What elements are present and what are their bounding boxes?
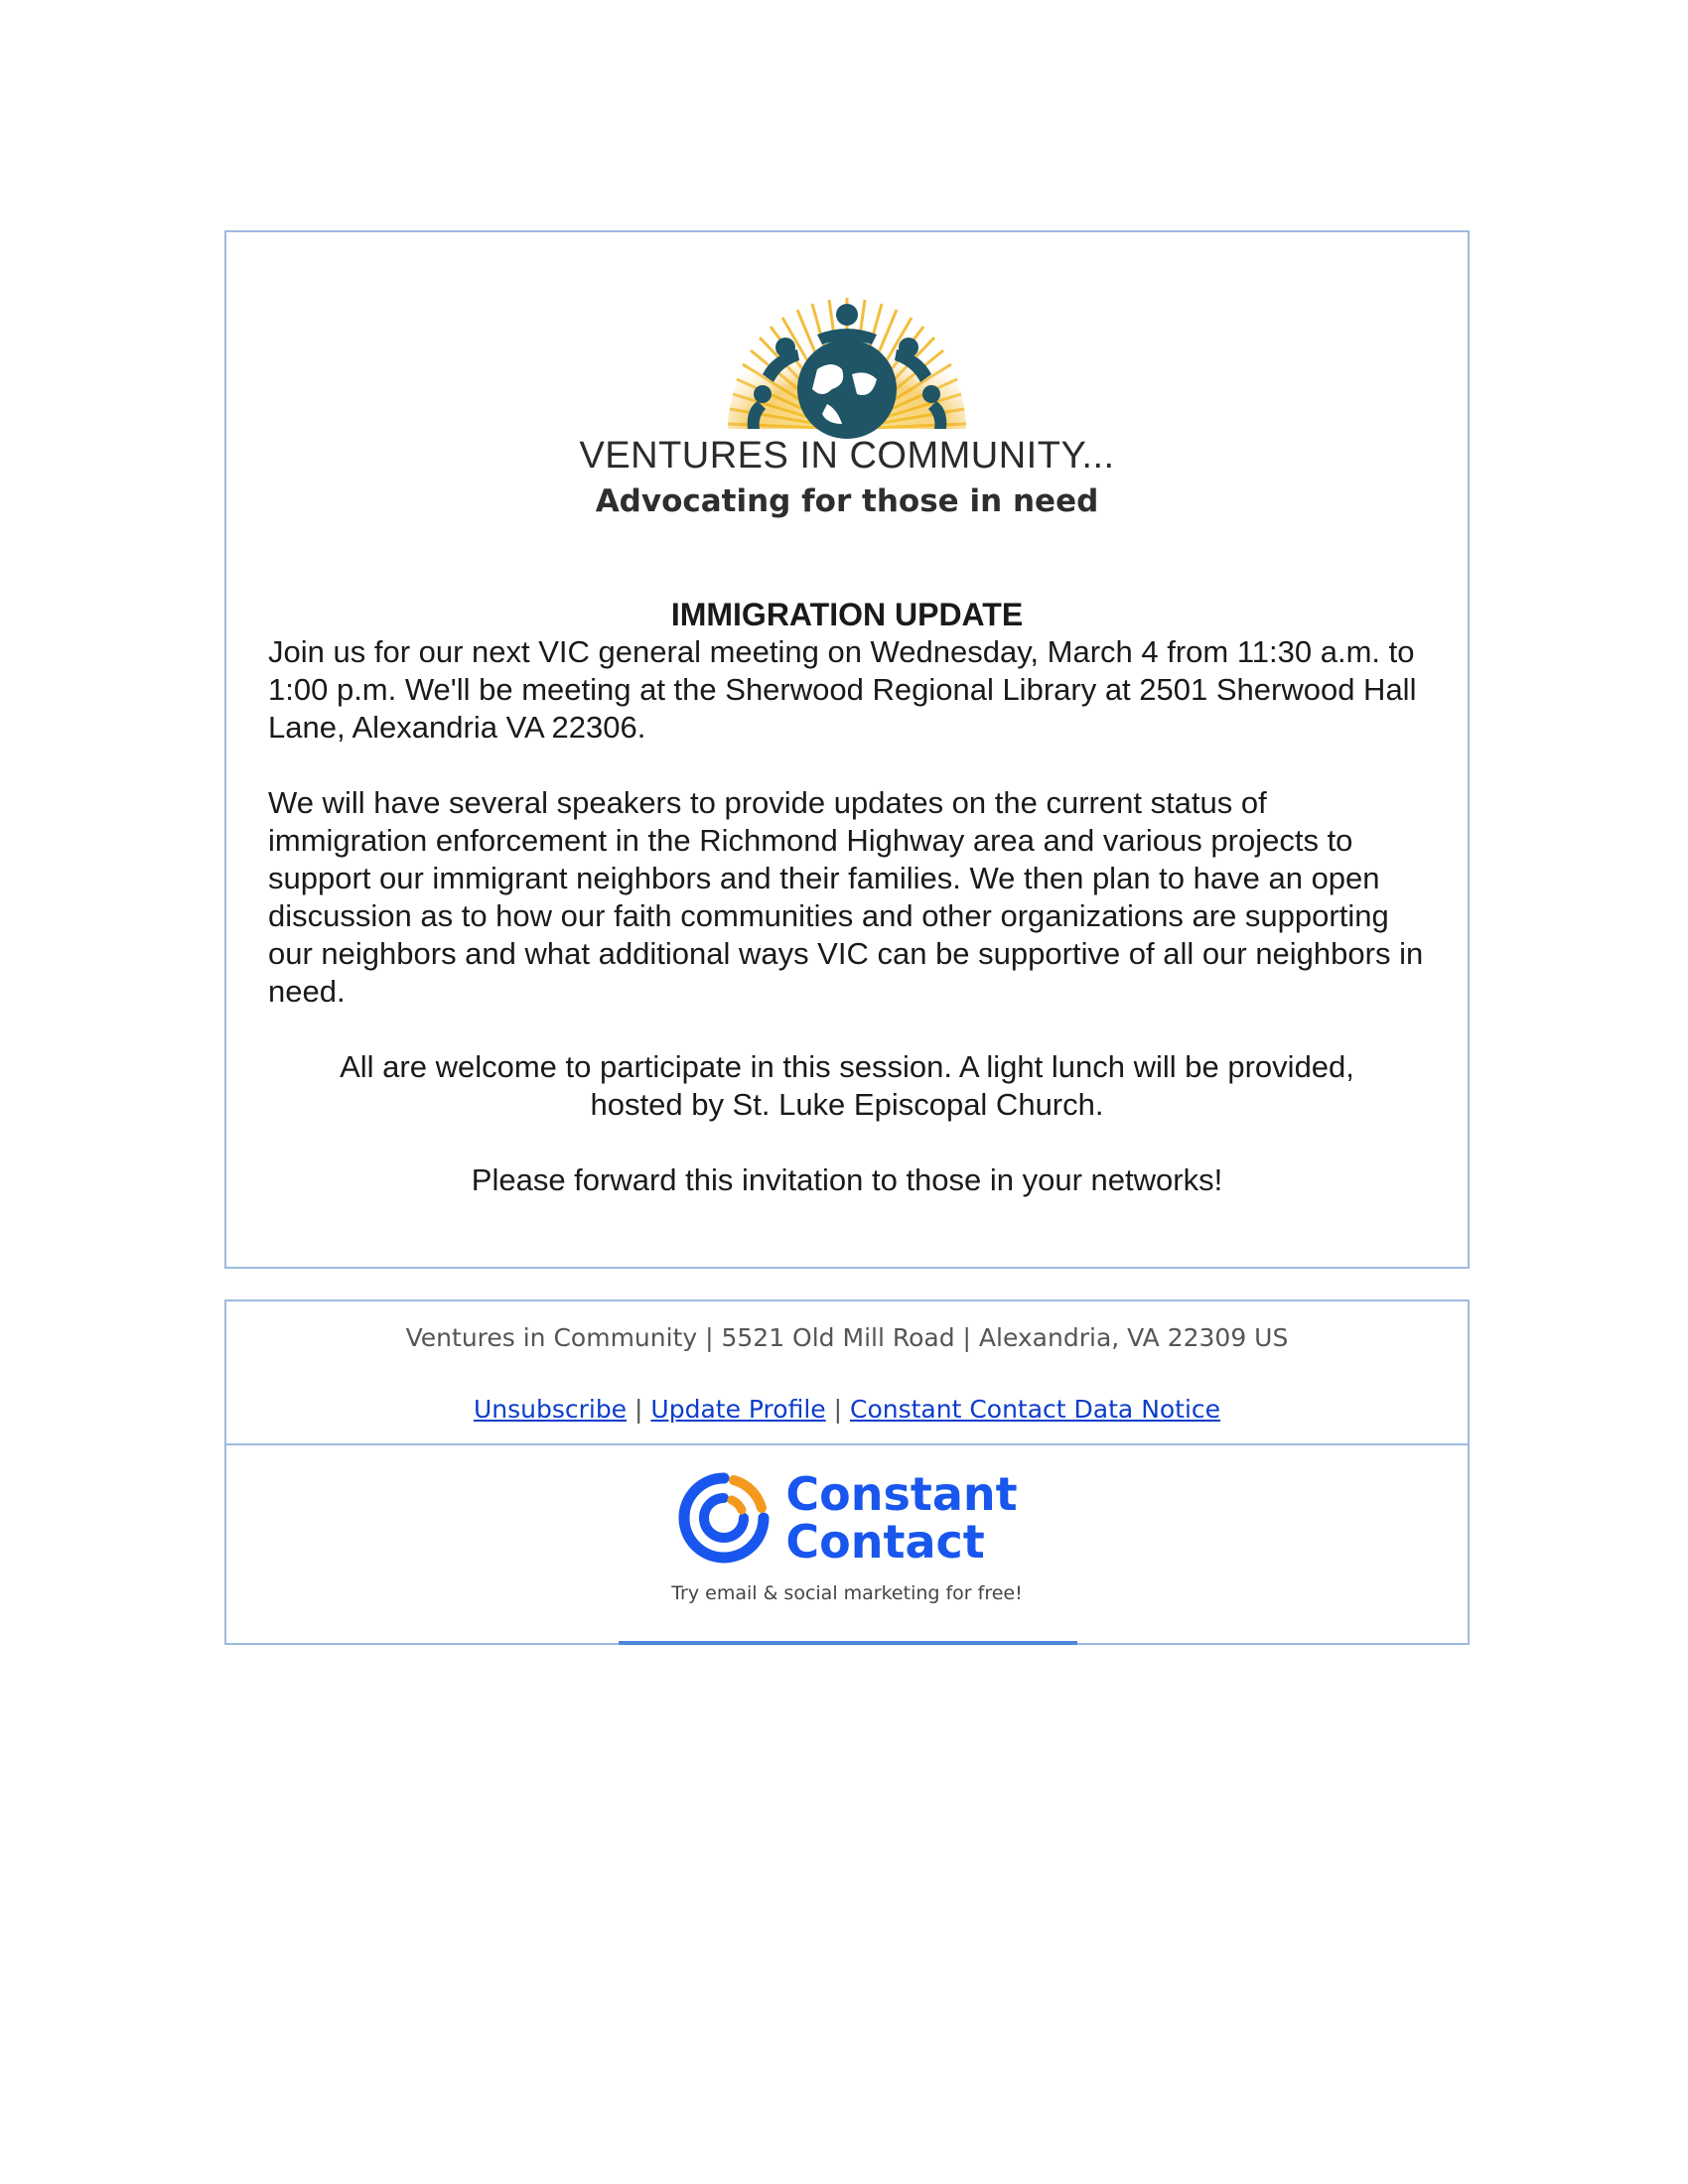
- email-footer-card: [224, 1299, 1470, 1645]
- speakers-paragraph: We will have several speakers to provide updates on the current status of immigration enforcement in the Richmond Highway area and various projects to support our immigrant neighbors and their families. We then plan to have an open discussion as to how our faith communities and other organizations are supporting our neighbors and what additional ways VIC can be supportive of all our neighbors in need.: [268, 785, 1424, 1009]
- footer-divider: [226, 1443, 1468, 1445]
- update-profile-link[interactable]: Update Profile: [650, 1395, 826, 1424]
- welcome-line-2: hosted by St. Luke Episcopal Church.: [590, 1087, 1104, 1122]
- welcome-line-1: All are welcome to participate in this session. A light lunch will be provided,: [340, 1049, 1354, 1084]
- unsubscribe-link[interactable]: Unsubscribe: [473, 1395, 628, 1424]
- cc-wordmark-line2: Contact: [785, 1515, 985, 1569]
- welcome-paragraph: [268, 1048, 1426, 1124]
- cc-underline-bar: [619, 1641, 1077, 1645]
- section-heading: IMMIGRATION UPDATE: [670, 597, 1024, 632]
- vic-logo: [226, 290, 1468, 528]
- cc-wordmark-line1: Constant: [785, 1467, 1018, 1521]
- constant-contact-logo[interactable]: [226, 1467, 1468, 1589]
- meeting-paragraph: Join us for our next VIC general meeting on Wednesday, March 4 from 11:30 a.m. to 1:00 p.m. We'll be meeting at the Sherwood Regional Library at 2501 Sherwood Hall Lane, Alexandria VA 22306.: [268, 634, 1417, 745]
- globe-people-sunburst-icon: [718, 290, 976, 439]
- org-name: VENTURES IN COMMUNITY...: [579, 435, 1115, 477]
- constant-contact-wordmark: [785, 1467, 1018, 1569]
- footer-address: Ventures in Community | 5521 Old Mill Road | Alexandria, VA 22309 US: [405, 1323, 1289, 1352]
- footer-links: [226, 1395, 1468, 1424]
- data-notice-link[interactable]: Constant Contact Data Notice: [850, 1395, 1221, 1424]
- forward-paragraph: Please forward this invitation to those in your networks!: [471, 1162, 1223, 1197]
- email-body-card: [224, 230, 1470, 1269]
- link-separator: |: [833, 1395, 843, 1424]
- org-tagline: Advocating for those in need: [595, 483, 1099, 519]
- email-content: [268, 596, 1426, 1237]
- constant-contact-logo-icon: [676, 1470, 772, 1566]
- link-separator: |: [634, 1395, 643, 1424]
- constant-contact-tagline[interactable]: Try email & social marketing for free!: [671, 1582, 1023, 1604]
